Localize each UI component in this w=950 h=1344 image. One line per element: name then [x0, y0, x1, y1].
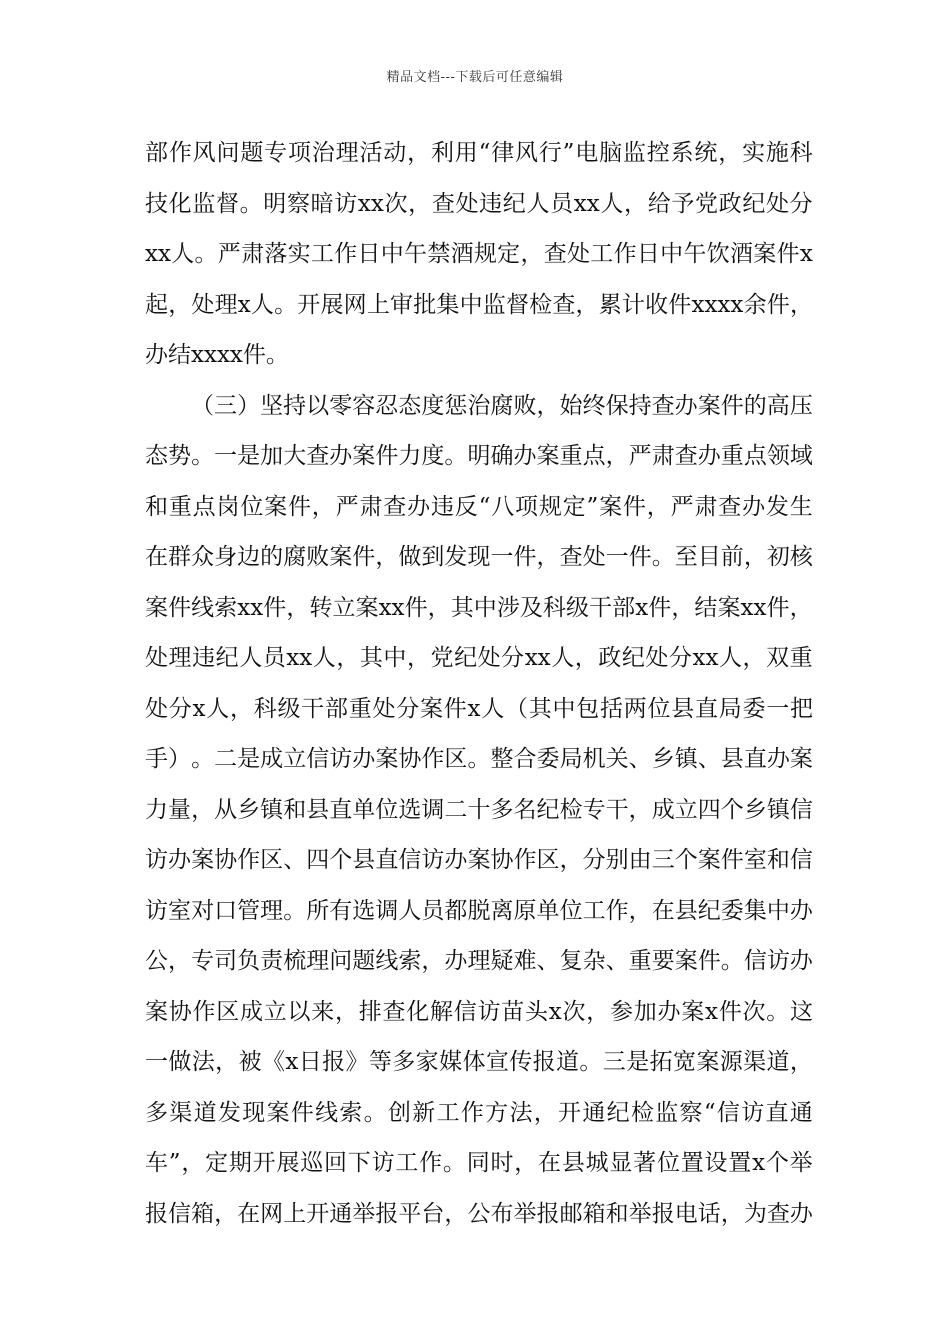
text-line: 手 ） 。 二 是 成 立 信 访 办 案 协 作 区 。 整 合 委 局 机 关 、 乡 镇 、 县 直 办 案 [145, 746, 813, 772]
text-line: （ 三 ） 坚 持 以 零 容 忍 态 度 惩 治 腐 败 ， 始 终 保 持 查 办 案 件 的 高 压 [191, 392, 813, 419]
text-line: 技 化 监 督 。 明 察 暗 访 xx 次 ， 查 处 违 纪 人 员 xx 人 ， 给 予 党 政 纪 处 分 [145, 190, 813, 217]
text-line: 在 群 众 身 边 的 腐 败 案 件 ， 做 到 发 现 一 件 ， 查 处 一 件 。 至 目 前 ， 初 核 [145, 544, 813, 570]
text-line: 部 作 风 问 题 专 项 治 理 活 动 ， 利 用 “ 律 风 行 ” 电 脑 监 控 系 统 ， 实 施 科 [145, 140, 813, 166]
text-line: 多 渠 道 发 现 案 件 线 索 。 创 新 工 作 方 法 ， 开 通 纪 检 监 察 “ 信 访 直 通 [145, 1099, 813, 1126]
text-line: 态 势 。 一 是 加 大 查 办 案 件 力 度 。 明 确 办 案 重 点 ， 严 肃 查 办 重 点 领 域 [145, 443, 813, 469]
text-line: 一 做 法 ， 被 《 x 日 报 》 等 多 家 媒 体 宣 传 报 道 。 三 是 拓 宽 案 源 渠 道 ， [145, 1049, 813, 1075]
text-line: 公 ， 专 司 负 责 梳 理 问 题 线 索 ， 办 理 疑 难 、 复 杂 、 重 要 案 件 。 信 访 办 [145, 948, 813, 974]
text-line: 案 协 作 区 成 立 以 来 ， 排 查 化 解 信 访 苗 头 x 次 ， 参 加 办 案 x 件 次 。 这 [145, 998, 813, 1025]
text-line: 和 重 点 岗 位 案 件 ， 严 肃 查 办 违 反 “ 八 项 规 定 ” 案 件 ， 严 肃 查 办 发 生 [145, 493, 813, 520]
text-line: 办 结 xxxx 件 。 [145, 342, 289, 368]
text-line: 报 信 箱 ， 在 网 上 开 通 举 报 平 台 ， 公 布 举 报 邮 箱 和 举 报 电 话 ， 为 查 办 [145, 1200, 813, 1227]
text-line: 车 ” ， 定 期 开 展 巡 回 下 访 工 作 。 同 时 ， 在 县 城 显 著 位 置 设 置 x 个 举 [145, 1150, 813, 1176]
text-line: 起 ， 处 理 x 人 。 开 展 网 上 审 批 集 中 监 督 检 查 ， 累 计 收 件 xxxx 余 件 ， [145, 291, 813, 318]
text-line: 力 量 ， 从 乡 镇 和 县 直 单 位 选 调 二 十 多 名 纪 检 专 干 ， 成 立 四 个 乡 镇 信 [145, 796, 813, 823]
document-body [145, 133, 813, 1244]
text-line: 处 分 x 人 ， 科 级 干 部 重 处 分 案 件 x 人 （ 其 中 包 括 两 位 县 直 局 委 一 把 [145, 695, 813, 722]
text-line: 访 室 对 口 管 理 。 所 有 选 调 人 员 都 脱 离 原 单 位 工 作 ， 在 县 纪 委 集 中 办 [145, 897, 813, 924]
text-line: 处 理 违 纪 人 员 xx 人 ， 其 中 ， 党 纪 处 分 xx 人 ， 政 纪 处 分 xx 人 ， 双 重 [145, 645, 813, 671]
page-header: 精品文档---下载后可任意编辑 [386, 70, 564, 85]
text-line: xx 人 。 严 肃 落 实 工 作 日 中 午 禁 酒 规 定 ， 查 处 工 作 日 中 午 饮 酒 案 件 x [145, 241, 813, 267]
text-line: 案 件 线 索 xx 件 ， 转 立 案 xx 件 ， 其 中 涉 及 科 级 干 部 x 件 ， 结 案 xx 件 ， [145, 594, 813, 621]
text-line: 访 办 案 协 作 区 、 四 个 县 直 信 访 办 案 协 作 区 ， 分 别 由 三 个 案 件 室 和 信 [145, 847, 813, 873]
